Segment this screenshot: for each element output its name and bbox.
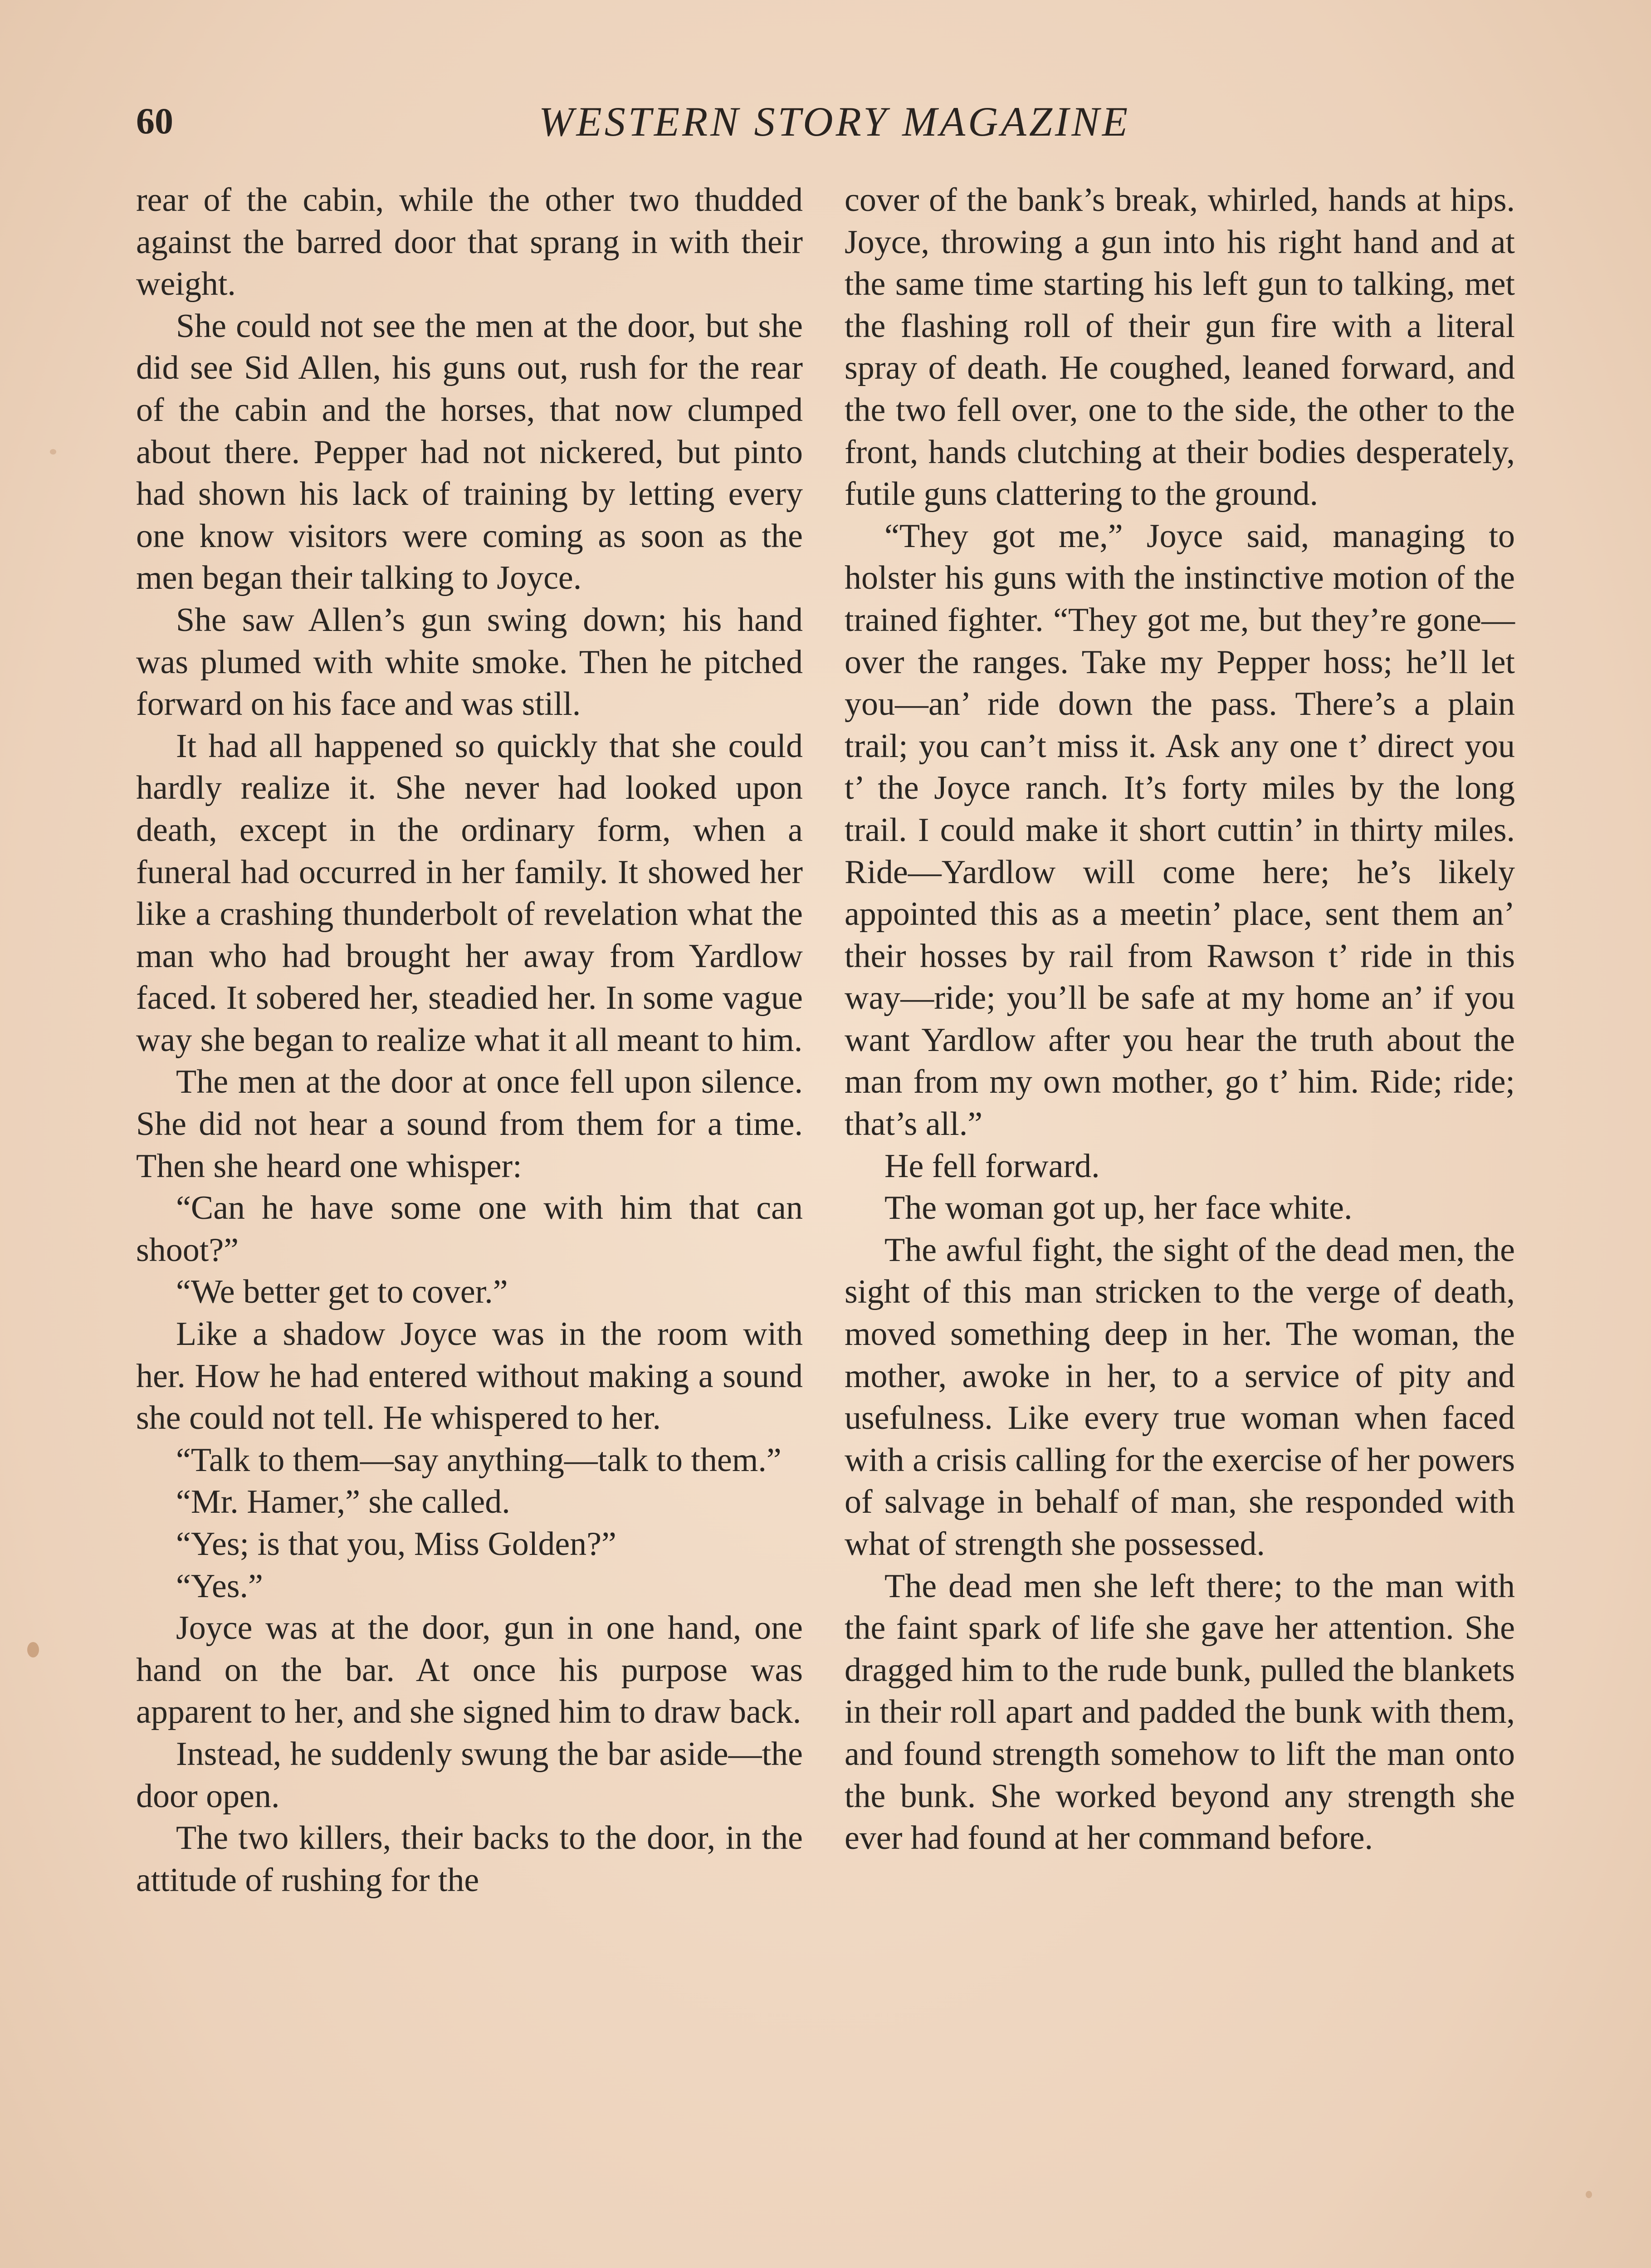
paper-stain [50, 449, 56, 455]
paragraph: “They got me,” Joyce said, managing to holster his guns with the instinctive motion of the trained fighter. “They got me, but they’re gone—over the ranges. Take my Pepper hoss; he’ll let you—an’ ride down the pass. There’s a plain trail; you can’t miss it. Ask any one t’ direct you t’ the Joyce ranch. It’s forty miles by the long trail. I could make it short cuttin’ in thirty miles. Ride—Yardlow will come here; he’s likely appointed this as a meetin’ place, sent them an’ their hosses by rail from Rawson t’ ride in this way—ride; you’ll be safe at my home an’ if you want Yardlow after you hear the truth about the man from my own mother, go t’ him. Ride; ride; that’s all.” [845, 517, 1515, 1143]
running-title: WESTERN STORY MAGAZINE [538, 98, 1131, 145]
left-column [136, 179, 803, 1901]
paragraph: She saw Allen’s gun swing down; his hand was plumed with white smoke. Then he pitched forward on his face and was still. [136, 601, 803, 723]
paragraph: It had all happened so quickly that she could hardly realize it. She never had looked upon death, except in the ordinary form, when a funeral had occurred in her family. It showed her like a crashing thunderbolt of revelation what the man who had brought her away from Yardlow faced. It sobered her, steadied her. In some vague way she began to realize what it all meant to him. [136, 727, 803, 1059]
paragraph: Instead, he suddenly swung the bar aside—the door open. [136, 1735, 803, 1815]
paragraph: The awful fight, the sight of the dead men, the sight of this man stricken to the verge of death, moved something deep in her. The woman, the mother, awoke in her, to a service of pity and usefulness. Like every true woman when faced with a crisis calling for the exercise of her powers of salvage in behalf of man, she responded with what of strength she possessed. [845, 1231, 1515, 1563]
paragraph: Joyce was at the door, gun in one hand, one hand on the bar. At once his purpose was apparent to her, and she signed him to draw back. [136, 1609, 803, 1731]
paragraph: “Talk to them—say anything—talk to them.” [176, 1441, 782, 1479]
paragraph: “Mr. Hamer,” she called. [176, 1483, 510, 1521]
paragraph: “Yes.” [176, 1567, 263, 1605]
paragraph: She could not see the men at the door, but she did see Sid Allen, his guns out, rush for the rear of the cabin and the horses, that now clumped about there. Pepper had not nickered, but pinto had shown his lack of training by letting every one know visitors were coming as soon as the men began their talking to Joyce. [136, 307, 803, 597]
paragraph: The woman got up, her face white. [884, 1189, 1353, 1227]
paper-stain [27, 1642, 39, 1657]
paragraph: He fell forward. [884, 1147, 1100, 1185]
paragraph: “Can he have some one with him that can shoot?” [136, 1189, 803, 1269]
page-number: 60 [136, 100, 173, 142]
right-column [845, 179, 1515, 1859]
paper-stain [1586, 2191, 1592, 2198]
paragraph: “Yes; is that you, Miss Golden?” [176, 1525, 616, 1563]
paragraph: The two killers, their backs to the door, in the attitude of rushing for the [136, 1819, 803, 1899]
paragraph: “We better get to cover.” [176, 1273, 508, 1311]
paragraph: The men at the door at once fell upon silence. She did not hear a sound from them for a time. Then she heard one whisper: [136, 1063, 803, 1185]
paragraph: Like a shadow Joyce was in the room with her. How he had entered without making a sound she could not tell. He whispered to her. [136, 1315, 803, 1437]
page-header [136, 91, 1533, 159]
paragraph: cover of the bank’s break, whirled, hands at hips. Joyce, throwing a gun into his right hand and at the same time starting his left gun to talking, met the flashing roll of their gun fire with a literal spray of death. He coughed, leaned forward, and the two fell over, one to the side, the other to the front, hands clutching at their bodies desperately, futile guns clattering to the ground. [845, 181, 1515, 513]
paragraph: rear of the cabin, while the other two thudded against the barred door that sprang in with their weight. [136, 181, 803, 303]
paragraph: The dead men she left there; to the man with the faint spark of life she gave her attention. She dragged him to the rude bunk, pulled the blankets in their roll apart and padded the bunk with them, and found strength somehow to lift the man onto the bunk. She worked beyond any strength she ever had found at her command before. [845, 1567, 1515, 1857]
